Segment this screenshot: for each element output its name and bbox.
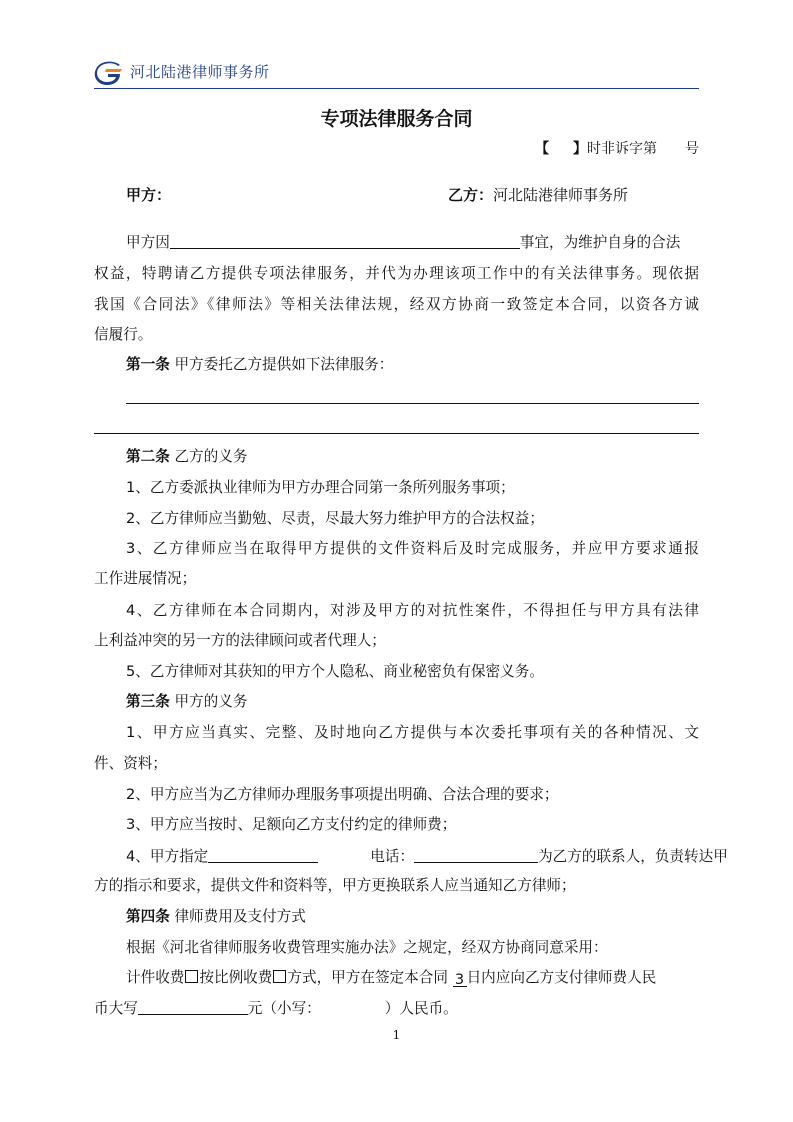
page-number: 1 [392,1028,401,1042]
article-2: 第二条 乙方的义务 [126,448,248,465]
contact-name-blank [208,846,318,863]
document-number: 【 】时非诉字第 号 [535,141,699,157]
article-3-item-1a: 1、甲方应当真实、完整、及时地向乙方提供与本次委托事项有关的各种情况、文 [126,724,699,741]
article-3-item-2: 2、甲方应当为乙方律师办理服务事项提出明确、合法合理的要求； [126,786,559,803]
article-3-item-1b: 件、资料； [94,755,167,772]
days-value: 3 [453,970,467,987]
article-2-item-1: 1、乙方委派执业律师为甲方办理合同第一条所列服务事项； [126,479,515,496]
article-3-item-4b: 方的指示和要求，提供文件和资料等，甲方更换联系人应当通知乙方律师； [94,877,576,894]
article-4: 第四条 律师费用及支付方式 [126,908,306,925]
firm-name: 河北陆港律师事务所 [130,63,270,81]
article-1: 第一条 甲方委托乙方提供如下法律服务： [126,356,394,373]
per-case-fee-checkbox[interactable] [185,970,198,983]
intro-line-1: 甲方因 事宜，为维护自身的合法 [126,234,681,251]
contact-phone-blank [414,846,538,863]
party-a-label: 甲方： [126,186,172,204]
intro-line-2: 权益，特聘请乙方提供专项法律服务，并代为办理该项工作中的有关法律事务。现依据 [94,265,699,282]
article-2-item-4a: 4、乙方律师在本合同期内，对涉及甲方的对抗性案件，不得担任与甲方具有法律 [126,602,699,619]
article-2-item-3a: 3、乙方律师应当在取得甲方提供的文件资料后及时完成服务，并应甲方要求通报 [126,540,699,557]
document-title: 专项法律服务合同 [320,108,473,130]
article-4-line-1: 根据《河北省律师服务收费管理实施办法》之规定，经双方协商同意采用： [126,939,608,956]
article-2-item-4b: 上利益冲突的另一方的法律顾问或者代理人； [94,632,386,649]
amount-in-words-blank [138,998,248,1015]
header-divider [94,88,699,89]
proportional-fee-checkbox[interactable] [273,970,286,983]
party-b: 乙方：河北陆港律师事务所 [448,186,629,204]
article-2-item-5: 5、乙方律师对其获知的甲方个人隐私、商业秘密负有保密义务。 [126,663,544,680]
firm-logo-icon [94,61,124,85]
article-2-item-2: 2、乙方律师应当勤勉、尽责，尽最大努力维护甲方的合法权益； [126,510,544,527]
letterhead [94,57,699,91]
intro-line-3: 我国《合同法》《律师法》等相关法律法规，经双方协商一致签定本合同，以资各方诚 [94,296,699,313]
article-3-item-4a: 4、甲方指定 电话： 为乙方的联系人，负责转达甲 [126,848,728,865]
service-blank-line-2 [94,433,699,434]
article-4-line-3: 币大写 元（小写： ）人民币。 [94,1000,458,1017]
article-2-item-3b: 工作进展情况； [94,570,197,587]
article-4-line-2: 计件收费 按比例收费 方式，甲方在签定本合同 3 日内应向乙方支付律师费人民 [126,969,657,988]
service-blank-line-1 [126,403,699,404]
article-3-item-3: 3、甲方应当按时、足额向乙方支付约定的律师费； [126,816,457,833]
article-3: 第三条 甲方的义务 [126,693,248,710]
intro-line-4: 信履行。 [94,326,153,343]
matter-blank [170,232,520,249]
